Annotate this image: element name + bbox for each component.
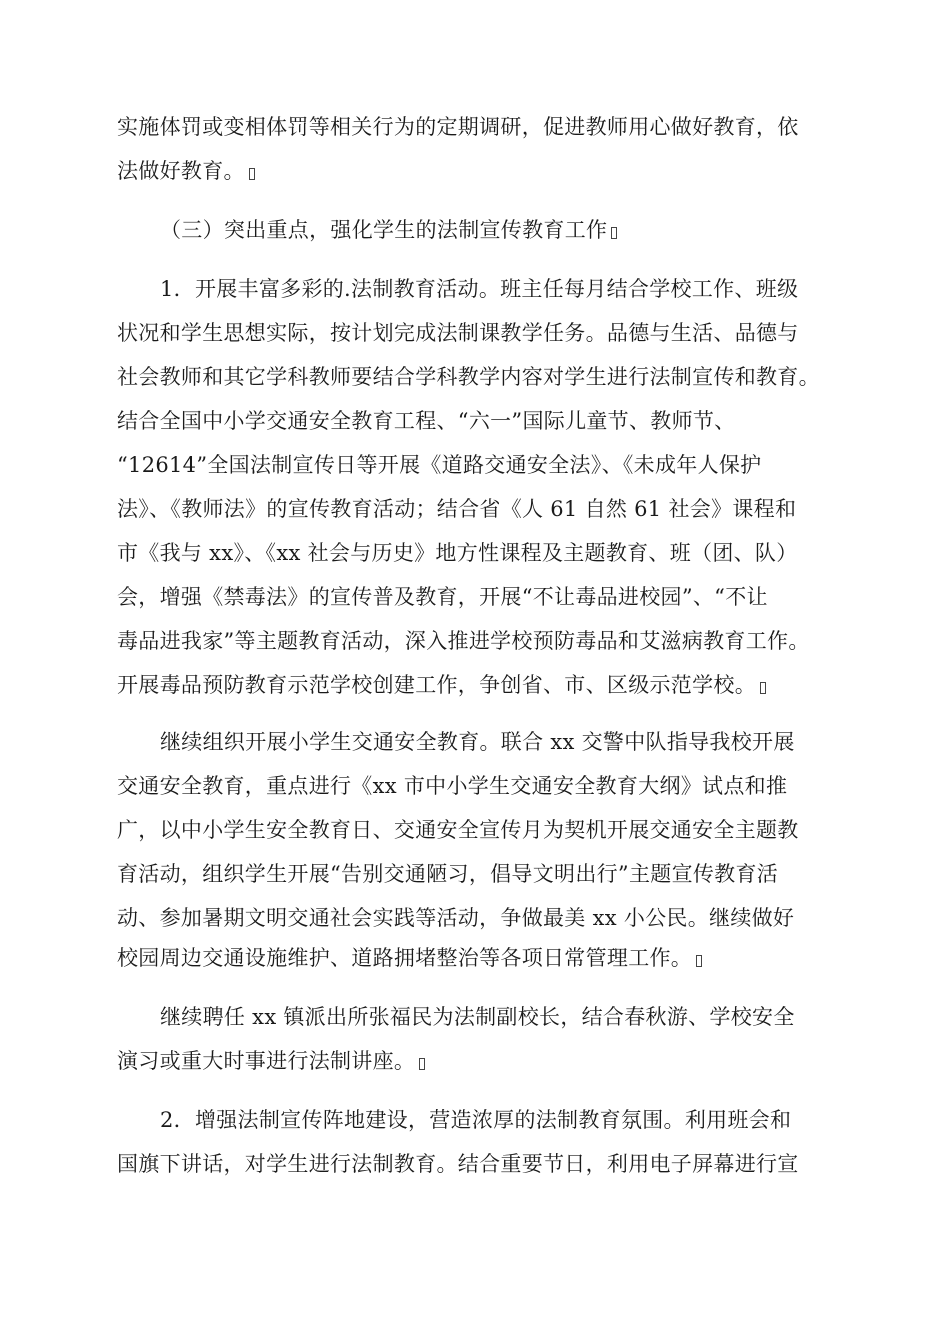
text-line: 交通安全教育，重点进行《xx 市中小学生交通安全教育大纲》试点和推 <box>117 774 788 798</box>
paragraph-mark-icon <box>696 955 702 967</box>
text-line-content: 校园周边交通设施维护、道路拥堵整治等各项日常管理工作。 <box>117 946 693 970</box>
section-heading-text: （三）突出重点，强化学生的法制宣传教育工作 <box>160 218 608 242</box>
text-line: 动、参加暑期文明交通社会实践等活动，争做最美 xx 小公民。继续做好 <box>117 906 795 930</box>
text-line: 会，增强《禁毒法》的宣传普及教育，开展“不让毒品进校园”、“不让 <box>117 585 768 609</box>
text-line-content: 法做好教育。 <box>117 159 245 183</box>
text-line: 结合全国中小学交通安全教育工程、“六一”国际儿童节、教师节、 <box>117 409 736 433</box>
text-line: “12614”全国法制宣传日等开展《道路交通安全法》、《未成年人保护 <box>117 453 762 477</box>
text-line-content: 演习或重大时事进行法制讲座。 <box>117 1049 416 1073</box>
text-line-content: 开展毒品预防教育示范学校创建工作，争创省、市、区级示范学校。 <box>117 673 756 697</box>
paragraph-mark-icon <box>249 168 255 180</box>
paragraph-mark-icon <box>760 682 766 694</box>
text-line <box>117 1046 425 1076</box>
text-line: 市《我与 xx》、《xx 社会与历史》地方性课程及主题教育、班（团、队） <box>117 541 798 565</box>
text-line <box>117 156 255 186</box>
text-line <box>117 943 702 973</box>
text-line: 实施体罚或变相体罚等相关行为的定期调研，促进教师用心做好教育，依 <box>117 115 799 139</box>
section-heading <box>160 215 617 245</box>
text-line: 育活动，组织学生开展“告别交通陋习，倡导文明出行”主题宣传教育活 <box>117 862 779 886</box>
text-line: 社会教师和其它学科教师要结合学科教学内容对学生进行法制宣传和教育。 <box>117 365 820 389</box>
text-line: 法》、《教师法》的宣传教育活动；结合省《人 61 自然 61 社会》课程和 <box>117 497 797 521</box>
text-line <box>117 670 766 700</box>
paragraph-mark-icon <box>419 1058 425 1070</box>
text-line: 国旗下讲话，对学生进行法制教育。结合重要节日，利用电子屏幕进行宣 <box>117 1152 799 1176</box>
text-line: 2．增强法制宣传阵地建设，营造浓厚的法制教育氛围。利用班会和 <box>160 1108 792 1132</box>
text-line: 毒品进我家”等主题教育活动，深入推进学校预防毒品和艾滋病教育工作。 <box>117 629 810 653</box>
text-line: 广，以中小学生安全教育日、交通安全宣传月为契机开展交通安全主题教 <box>117 818 799 842</box>
text-line: 继续组织开展小学生交通安全教育。联合 xx 交警中队指导我校开展 <box>160 730 795 754</box>
paragraph-mark-icon <box>611 227 617 239</box>
text-line: 1．开展丰富多彩的.法制教育活动。班主任每月结合学校工作、班级 <box>160 277 799 301</box>
text-line: 继续聘任 xx 镇派出所张福民为法制副校长，结合春秋游、学校安全 <box>160 1005 795 1029</box>
text-line: 状况和学生思想实际，按计划完成法制课教学任务。品德与生活、品德与 <box>117 321 799 345</box>
